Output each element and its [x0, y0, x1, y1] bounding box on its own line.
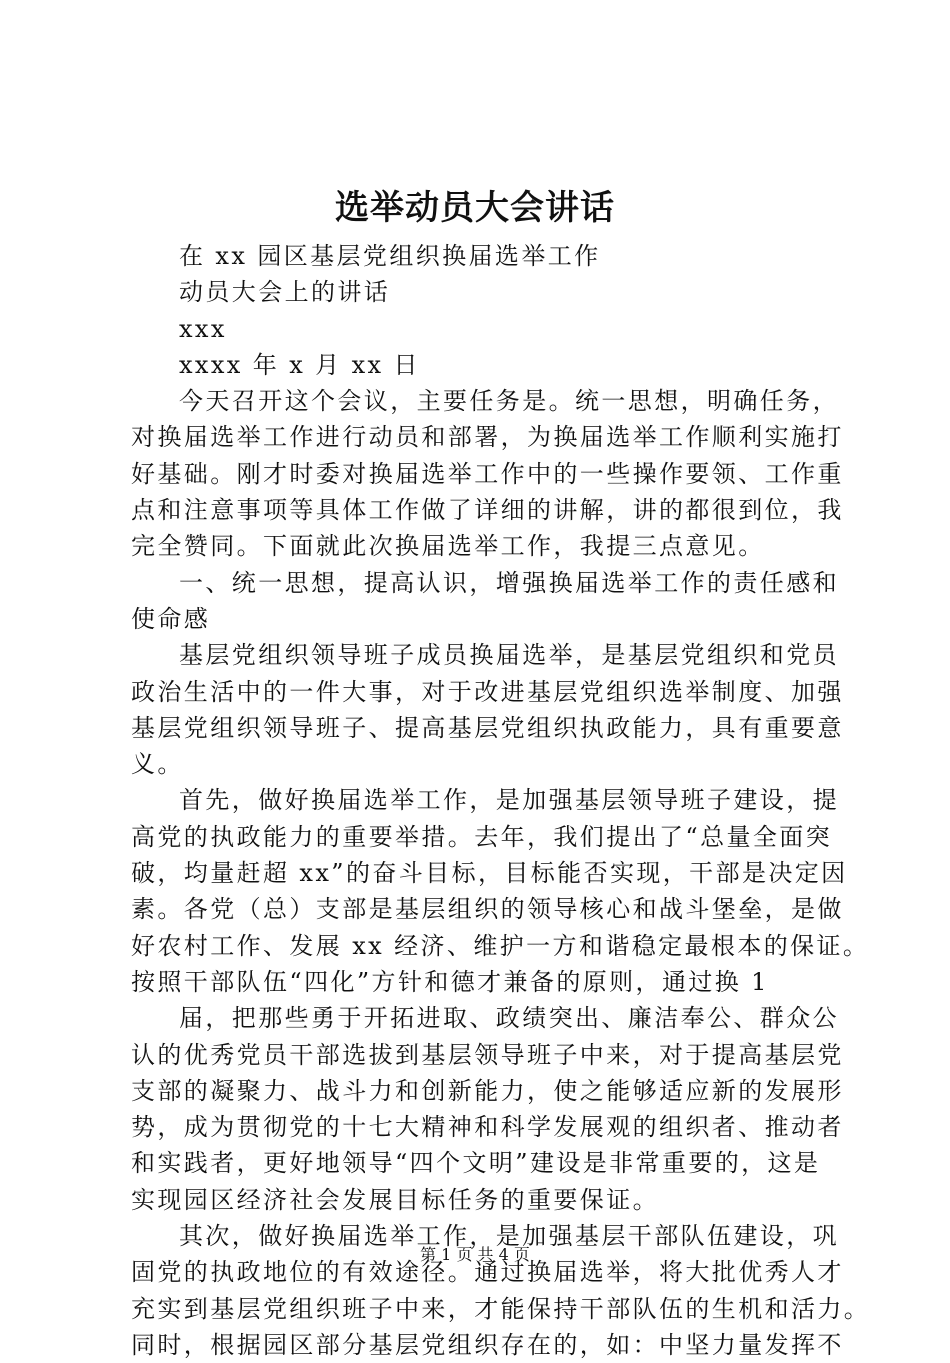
text-line: 义。 [131, 750, 184, 779]
text-line: 充实到基层党组织班子中来，才能保持干部队伍的生机和活力。 [131, 1294, 871, 1323]
text-line: 和实践者，更好地领导“四个文明”建设是非常重要的，这是 [131, 1149, 821, 1178]
text-line: 基层党组织领导班子、提高基层党组织执政能力，具有重要意 [131, 713, 844, 742]
text-line: 动员大会上的讲话 [179, 278, 391, 307]
text-line: 政治生活中的一件大事，对于改进基层党组织选举制度、加强 [131, 677, 844, 706]
text-line: 势，成为贯彻党的十七大精神和科学发展观的组织者、推动者 [131, 1113, 844, 1142]
text-line: 一、统一思想，提高认识，增强换届选举工作的责任感和 [179, 568, 839, 597]
text-line: 破，均量赶超 xx”的奋斗目标，目标能否实现，干部是决定因 [131, 859, 848, 888]
text-line: 在 xx 园区基层党组织换届选举工作 [179, 242, 601, 270]
text-line: 今天召开这个会议，主要任务是。统一思想，明确任务， [179, 387, 839, 416]
document-body [131, 238, 871, 1363]
text-line: 按照干部队伍“四化”方针和德才兼备的原则，通过换 1 [131, 967, 769, 996]
text-line: 好基础。刚才时委对换届选举工作中的一些操作要领、工作重 [131, 459, 844, 488]
text-line: 基层党组织领导班子成员换届选举，是基层党组织和党员 [179, 641, 839, 670]
text-line: 首先，做好换届选举工作，是加强基层领导班子建设，提 [179, 786, 839, 815]
text-line: 实现园区经济社会发展目标任务的重要保证。 [131, 1185, 659, 1214]
page-footer: 第 1 页 共 4 页 [420, 1245, 530, 1264]
text-line: xxxx 年 x 月 xx 日 [179, 350, 420, 379]
text-line: 其次，做好换届选举工作，是加强基层干部队伍建设，巩 [179, 1222, 839, 1251]
text-line: 支部的凝聚力、战斗力和创新能力，使之能够适应新的发展形 [131, 1076, 844, 1105]
text-line: 固党的执政地位的有效途径。通过换届选举，将大批优秀人才 [131, 1258, 844, 1287]
text-line: 好农村工作、发展 xx 经济、维护一方和谐稳定最根本的保证。 [131, 931, 870, 960]
text-line: 同时，根据园区部分基层党组织存在的，如：中坚力量发挥不 [131, 1330, 844, 1359]
text-line: 对换届选举工作进行动员和部署，为换届选举工作顺利实施打 [131, 423, 844, 452]
text-line: 使命感 [131, 604, 211, 633]
text-line: xxx [179, 314, 227, 343]
text-line: 完全赞同。下面就此次换届选举工作，我提三点意见。 [131, 532, 765, 561]
text-line: 高党的执政能力的重要举措。去年，我们提出了“总量全面突 [131, 822, 833, 851]
text-line: 届，把那些勇于开拓进取、政绩突出、廉洁奉公、群众公 [179, 1004, 839, 1033]
text-line: 素。各党（总）支部是基层组织的领导核心和战斗堡垒，是做 [131, 895, 844, 924]
text-line: 点和注意事项等具体工作做了详细的讲解，讲的都很到位，我 [131, 496, 844, 525]
text-line: 认的优秀党员干部选拔到基层领导班子中来，对于提高基层党 [131, 1040, 844, 1069]
document-title: 选举动员大会讲话 [335, 188, 615, 228]
